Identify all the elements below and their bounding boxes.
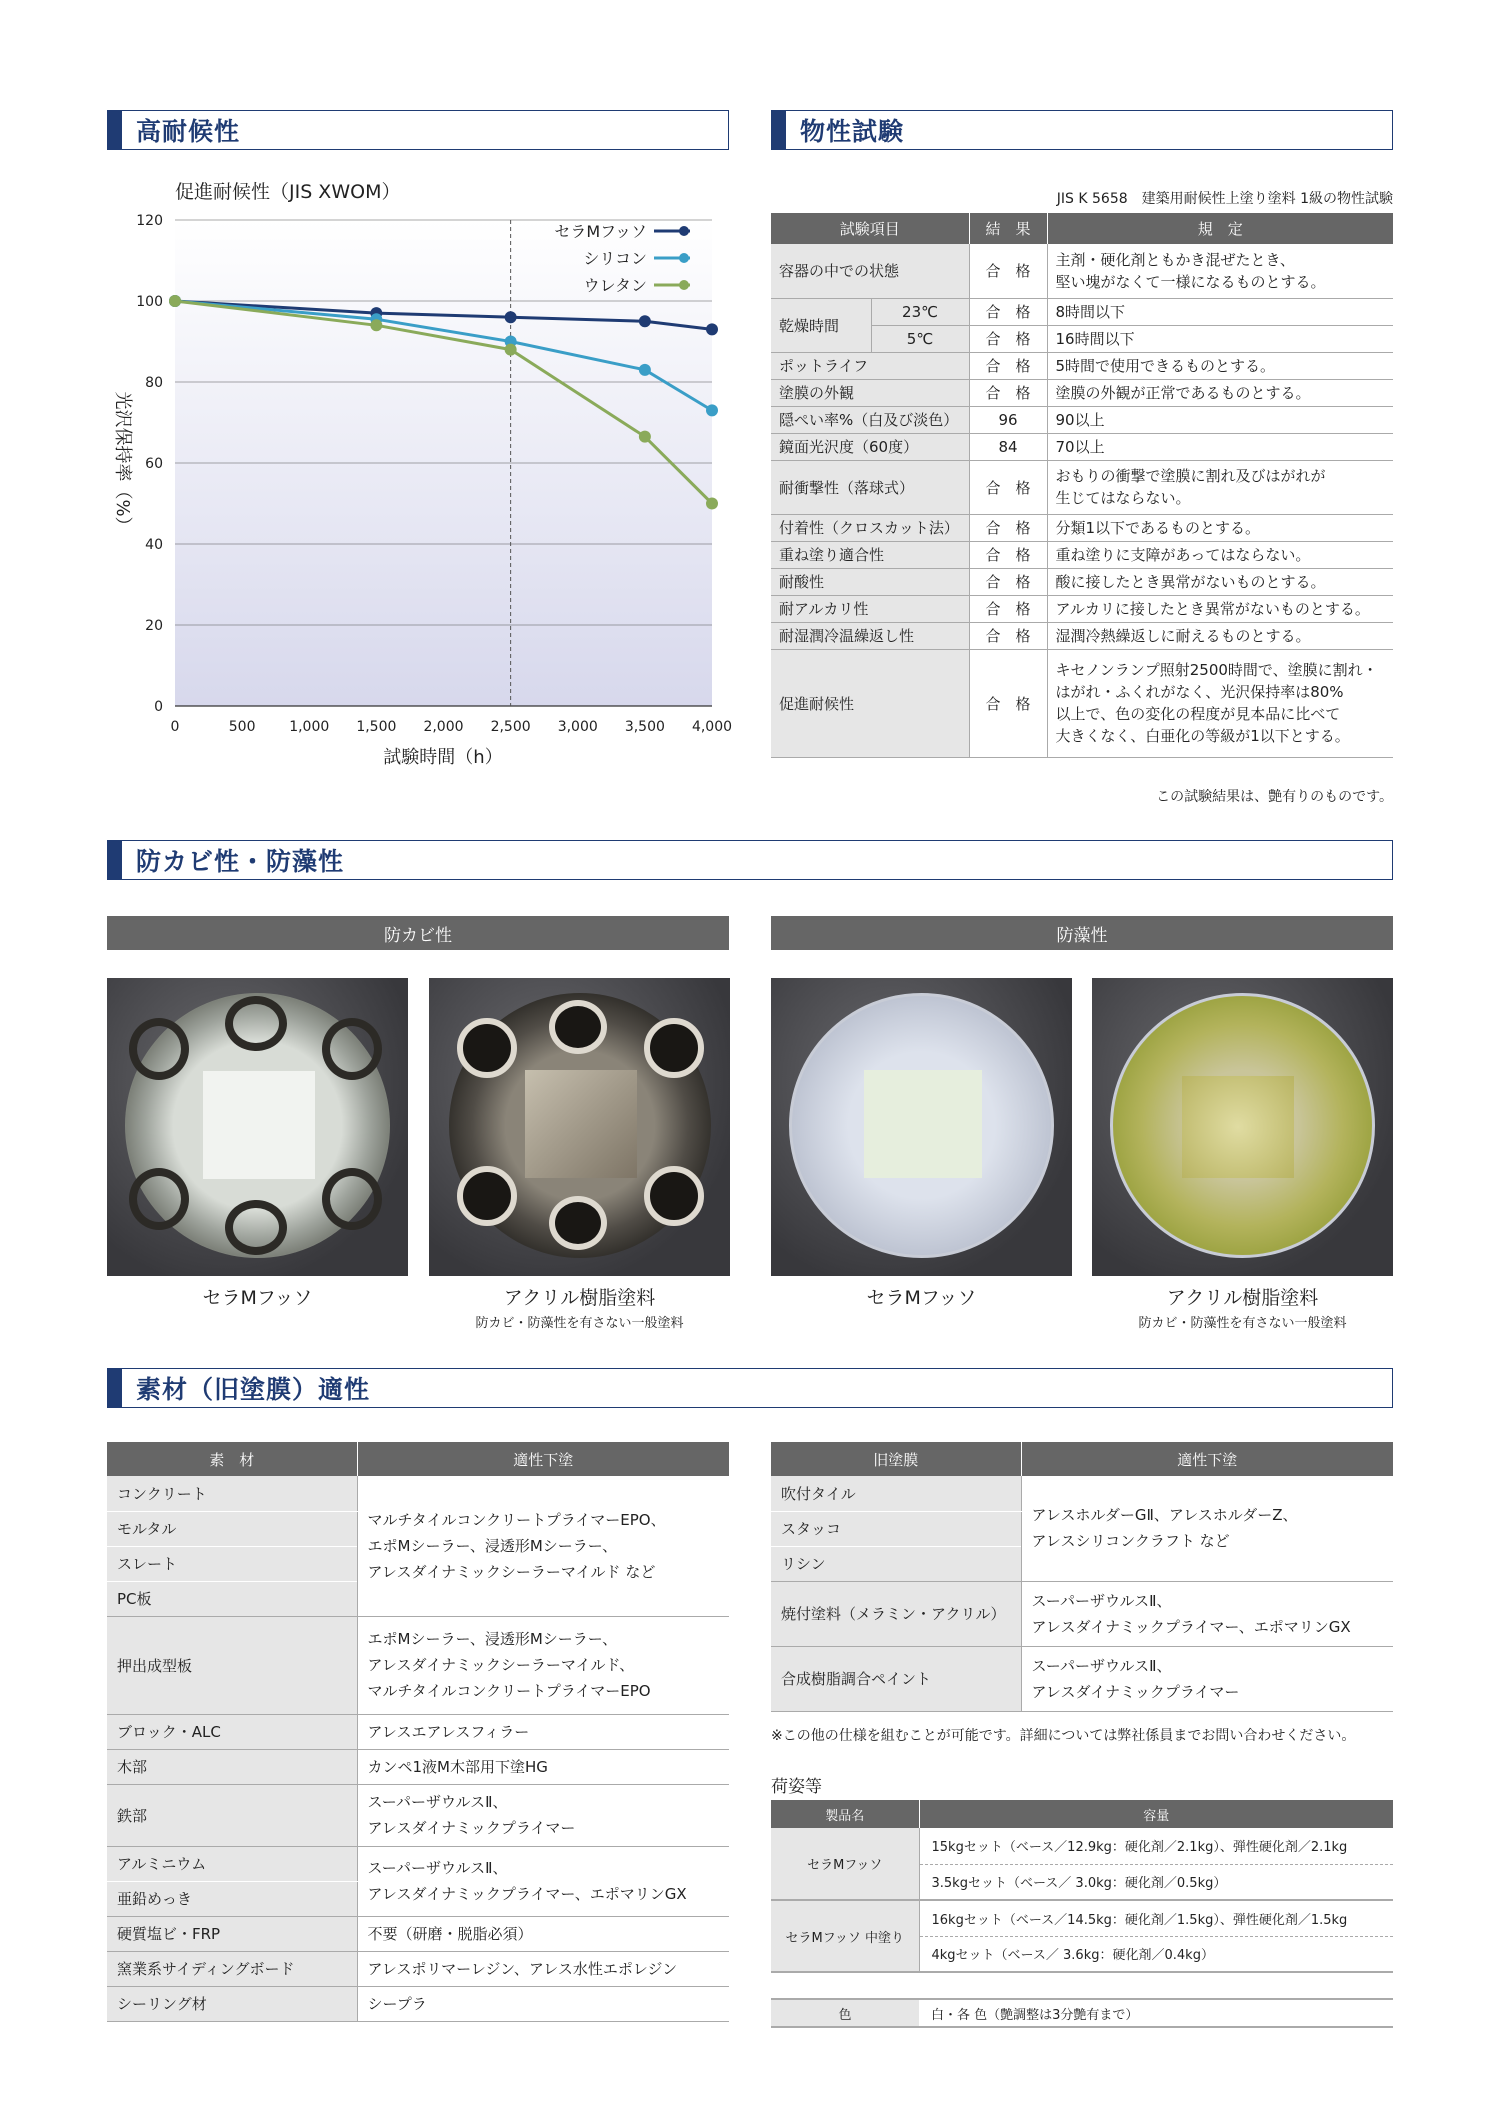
test-spec: 90以上 [1047, 406, 1393, 433]
test-item: 重ね塗り適合性 [771, 541, 969, 568]
primer-value: スーパーザウルスⅡ、 アレスダイナミックプライマー [357, 1784, 729, 1846]
table-row [771, 406, 1393, 433]
x-tick-label: 3,500 [624, 719, 665, 735]
table-row [107, 1476, 729, 1511]
test-result: 合 格 [969, 622, 1047, 649]
col-header: 試験項目 [771, 213, 969, 244]
material-label: PC板 [107, 1581, 357, 1616]
x-tick-label: 2,000 [423, 719, 464, 735]
material-label: 押出成型板 [107, 1616, 357, 1714]
test-result: 84 [969, 433, 1047, 460]
material-label: シーリング材 [107, 1986, 357, 2021]
test-item: 鏡面光沢度（60度） [771, 433, 969, 460]
test-spec: 塗膜の外観が正常であるものとする。 [1047, 379, 1393, 406]
table-row [107, 1846, 729, 1881]
legend-marker [679, 253, 689, 263]
test-spec: 分類1以下であるものとする。 [1047, 514, 1393, 541]
material-label: スタッコ [771, 1511, 1021, 1546]
test-result: 合 格 [969, 379, 1047, 406]
y-tick-label: 20 [145, 618, 163, 634]
primer-value: マルチタイルコンクリートプライマーEPO、 エポMシーラー、浸透形Mシーラー、 アレスダイナミックシーラーマイルド など [357, 1476, 729, 1616]
material-label: 焼付塗料（メラミン・アクリル） [771, 1581, 1021, 1646]
mold-photo-acryl [429, 978, 730, 1276]
product-name: セラMフッソ [771, 1828, 919, 1900]
mold-header: 防カビ性 [107, 916, 729, 950]
table-row [771, 244, 1393, 298]
test-item: 耐アルカリ性 [771, 595, 969, 622]
package-capacity: 4kgセット（ベース／ 3.6kg：硬化剤／0.4kg） [919, 1936, 1393, 1972]
section-title: 防カビ性・防藻性 [136, 847, 345, 876]
y-tick-label: 0 [154, 699, 163, 715]
test-spec: キセノンランプ照射2500時間で、塗膜に割れ・ はがれ・ふくれがなく、光沢保持率は80% 以上で、色の変化の程度が見本品に比べて 大きくなく、白亜化の等級が1以下とする。 [1047, 649, 1393, 757]
section-title: 素材（旧塗膜）適性 [136, 1375, 371, 1404]
algae-header: 防藻性 [771, 916, 1393, 950]
col-header: 適性下塗 [357, 1442, 729, 1476]
test-spec: 重ね塗りに支障があってはならない。 [1047, 541, 1393, 568]
algae-photo-acryl [1092, 978, 1393, 1276]
x-tick-label: 4,000 [691, 719, 733, 735]
primer-value: シープラ [357, 1986, 729, 2021]
substrate-table-right [771, 1442, 1393, 1712]
data-point [706, 323, 718, 335]
test-result: 合 格 [969, 568, 1047, 595]
material-label: コンクリート [107, 1476, 357, 1511]
chart-title: 促進耐候性（JIS XWOM） [175, 181, 401, 203]
test-item: 隠ぺい率%（白及び淡色） [771, 406, 969, 433]
test-spec: 16時間以下 [1047, 325, 1393, 352]
package-title: 荷姿等 [771, 1777, 822, 1797]
legend-label: シリコン [583, 249, 647, 268]
table-row [771, 1900, 1393, 1936]
data-point [169, 295, 181, 307]
section-title: 物性試験 [800, 117, 905, 146]
test-item: 耐酸性 [771, 568, 969, 595]
weathering-chart [100, 175, 740, 785]
data-point [639, 431, 651, 443]
table-row [771, 1828, 1393, 1864]
photo-caption-mold-ceram: セラMフッソ [202, 1287, 313, 1309]
col-header: 容量 [919, 1800, 1393, 1828]
test-spec: 8時間以下 [1047, 298, 1393, 325]
y-tick-label: 60 [145, 456, 163, 472]
table-row [771, 1581, 1393, 1646]
x-axis-label: 試験時間（h） [383, 747, 503, 768]
test-result: 合 格 [969, 649, 1047, 757]
section-header-weather [107, 110, 729, 150]
section-header-substrate [107, 1368, 1393, 1408]
test-result: 96 [969, 406, 1047, 433]
test-subitem: 5℃ [871, 325, 969, 352]
material-label: 合成樹脂調合ペイント [771, 1646, 1021, 1711]
material-label: 木部 [107, 1749, 357, 1784]
col-header: 旧塗膜 [771, 1442, 1021, 1476]
col-header: 規 定 [1047, 213, 1393, 244]
data-point [639, 315, 651, 327]
package-table [771, 1800, 1393, 1973]
primer-value: エポMシーラー、浸透形Mシーラー、 アレスダイナミックシーラーマイルド、 マルチタイルコンクリートプライマーEPO [357, 1616, 729, 1714]
physical-test-table [771, 213, 1393, 758]
material-label: 鉄部 [107, 1784, 357, 1846]
test-item: 付着性（クロスカット法） [771, 514, 969, 541]
material-label: 硬質塩ビ・FRP [107, 1916, 357, 1951]
x-tick-label: 2,500 [490, 719, 531, 735]
package-capacity: 15kgセット（ベース／12.9kg：硬化剤／2.1kg）、弾性硬化剤／2.1kg [919, 1828, 1393, 1864]
photo-subcaption-algae: 防カビ・防藻性を有さない一般塗料 [1138, 1316, 1347, 1331]
color-value: 白・各 色（艶調整は3分艶有まで） [931, 2007, 1139, 2023]
color-row [771, 1998, 1393, 2028]
test-result: 合 格 [969, 514, 1047, 541]
test-item: 促進耐候性 [771, 649, 969, 757]
test-item: 耐衝撃性（落球式） [771, 460, 969, 514]
table-row [771, 460, 1393, 514]
y-axis-label: 光沢保持率（%） [112, 391, 133, 535]
test-spec: 主剤・硬化剤ともかき混ぜたとき、 堅い塊がなくて一様になるものとする。 [1047, 244, 1393, 298]
material-label: 吹付タイル [771, 1476, 1021, 1511]
table-row [771, 1646, 1393, 1711]
test-spec: 湿潤冷熱繰返しに耐えるものとする。 [1047, 622, 1393, 649]
primer-value: スーパーザウルスⅡ、 アレスダイナミックプライマー、エポマリンGX [1021, 1581, 1393, 1646]
legend-marker [679, 280, 689, 290]
y-tick-label: 80 [145, 375, 163, 391]
data-point [505, 344, 517, 356]
table-row [771, 352, 1393, 379]
table-row [771, 649, 1393, 757]
product-name: セラMフッソ 中塗り [771, 1900, 919, 1972]
table-row [771, 514, 1393, 541]
data-point [505, 311, 517, 323]
primer-value: アレスポリマーレジン、アレス水性エポレジン [357, 1951, 729, 1986]
test-result: 合 格 [969, 352, 1047, 379]
x-tick-label: 3,000 [557, 719, 598, 735]
table-row [107, 1714, 729, 1749]
test-item: ポットライフ [771, 352, 969, 379]
test-spec: アルカリに接したとき異常がないものとする。 [1047, 595, 1393, 622]
data-point [370, 319, 382, 331]
table-row [771, 433, 1393, 460]
col-header: 結 果 [969, 213, 1047, 244]
photo-caption-mold-acryl: アクリル樹脂塗料 [503, 1287, 656, 1309]
data-point [706, 404, 718, 416]
table-row [771, 568, 1393, 595]
x-tick-label: 0 [170, 719, 180, 735]
test-subitem: 23℃ [871, 298, 969, 325]
primer-value: アレスエアレスフィラー [357, 1714, 729, 1749]
y-tick-label: 100 [136, 294, 163, 310]
y-tick-label: 40 [145, 537, 163, 553]
data-point [639, 364, 651, 376]
photo-caption-algae-acryl: アクリル樹脂塗料 [1166, 1287, 1319, 1309]
test-item: 塗膜の外観 [771, 379, 969, 406]
test-item: 乾燥時間 [771, 298, 871, 352]
test-spec: 酸に接したとき異常がないものとする。 [1047, 568, 1393, 595]
primer-value: 不要（研磨・脱脂必須） [357, 1916, 729, 1951]
col-header: 適性下塗 [1021, 1442, 1393, 1476]
x-tick-label: 500 [228, 719, 256, 735]
test-result: 合 格 [969, 298, 1047, 325]
material-label: 窯業系サイディングボード [107, 1951, 357, 1986]
substrate-note: ※この他の仕様を組むことが可能です。詳細については弊社係員までお問い合わせください。 [771, 1728, 1356, 1744]
test-item: 容器の中での状態 [771, 244, 969, 298]
table-row [771, 298, 1393, 325]
primer-value: スーパーザウルスⅡ、 アレスダイナミックプライマー [1021, 1646, 1393, 1711]
photo-subcaption-mold: 防カビ・防藻性を有さない一般塗料 [475, 1316, 684, 1331]
test-note: この試験結果は、艶有りのものです。 [1156, 789, 1393, 805]
legend-label: ウレタン [583, 276, 647, 295]
material-label: 亜鉛めっき [107, 1881, 357, 1916]
section-header-physical [771, 110, 1393, 150]
algae-photo-ceram [771, 978, 1072, 1276]
x-tick-label: 1,000 [289, 719, 330, 735]
material-label: ブロック・ALC [107, 1714, 357, 1749]
table-row [771, 541, 1393, 568]
table-row [107, 1986, 729, 2021]
table-row [107, 1616, 729, 1714]
material-label: アルミニウム [107, 1846, 357, 1881]
legend-marker [679, 226, 689, 236]
table-row [107, 1951, 729, 1986]
package-capacity: 3.5kgセット（ベース／ 3.0kg：硬化剤／0.5kg） [919, 1864, 1393, 1900]
test-result: 合 格 [969, 325, 1047, 352]
table-row [771, 595, 1393, 622]
table-row [771, 622, 1393, 649]
test-result: 合 格 [969, 244, 1047, 298]
test-result: 合 格 [969, 541, 1047, 568]
col-header: 製品名 [771, 1800, 919, 1828]
test-spec: おもりの衝撃で塗膜に割れ及びはがれが 生じてはならない。 [1047, 460, 1393, 514]
material-label: モルタル [107, 1511, 357, 1546]
legend-label: セラMフッソ [554, 222, 647, 241]
section-title: 高耐候性 [136, 117, 241, 146]
section-header-antimold [107, 840, 1393, 880]
material-label: リシン [771, 1546, 1021, 1581]
y-tick-label: 120 [136, 213, 163, 229]
test-spec: 5時間で使用できるものとする。 [1047, 352, 1393, 379]
table-row [771, 1476, 1393, 1511]
col-header: 素 材 [107, 1442, 357, 1476]
material-label: スレート [107, 1546, 357, 1581]
test-result: 合 格 [969, 595, 1047, 622]
table-row [107, 1784, 729, 1846]
substrate-table-left [107, 1442, 729, 2022]
package-capacity: 16kgセット（ベース／14.5kg：硬化剤／1.5kg）、弾性硬化剤／1.5kg [919, 1900, 1393, 1936]
table-row [107, 1749, 729, 1784]
test-result: 合 格 [969, 460, 1047, 514]
data-point [706, 498, 718, 510]
primer-value: アレスホルダーGⅡ、アレスホルダーZ、 アレスシリコンクラフト など [1021, 1476, 1393, 1581]
table-row [107, 1916, 729, 1951]
primer-value: スーパーザウルスⅡ、 アレスダイナミックプライマー、エポマリンGX [357, 1846, 729, 1916]
color-label: 色 [771, 2000, 919, 2026]
table-row [771, 379, 1393, 406]
primer-value: カンペ1液M木部用下塗HG [357, 1749, 729, 1784]
x-tick-label: 1,500 [356, 719, 397, 735]
photo-caption-algae-ceram: セラMフッソ [866, 1287, 977, 1309]
test-item: 耐湿潤冷温繰返し性 [771, 622, 969, 649]
test-standard: JIS K 5658 建築用耐候性上塗り塗料 1級の物性試験 [1056, 191, 1393, 207]
mold-photo-ceram [107, 978, 408, 1276]
test-spec: 70以上 [1047, 433, 1393, 460]
